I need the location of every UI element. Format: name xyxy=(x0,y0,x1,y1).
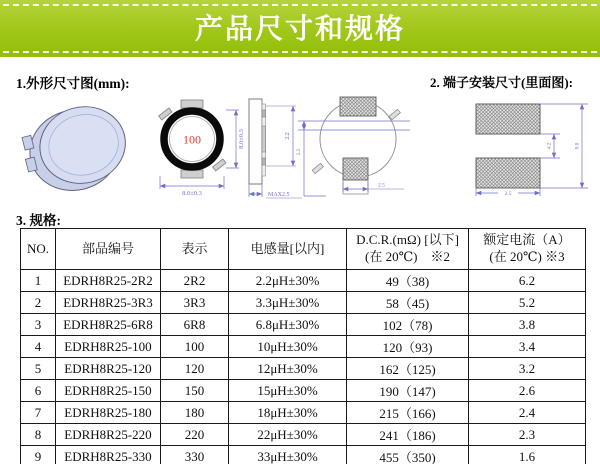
cell-mark: 3R3 xyxy=(161,292,229,314)
col-header-dcr-line1: D.C.R.(mΩ) [以下] xyxy=(356,232,459,248)
cell-mark: 330 xyxy=(161,446,229,464)
cell-no: 8 xyxy=(21,424,56,446)
table-header-row xyxy=(21,229,586,270)
cell-mark: 220 xyxy=(161,424,229,446)
cell-inductance: 6.8μH±30% xyxy=(229,314,347,336)
cell-dcr: 215（166) xyxy=(347,402,469,424)
spec-table xyxy=(20,228,586,464)
col-header-current xyxy=(469,229,586,270)
cell-mark: 120 xyxy=(161,358,229,380)
cell-no: 4 xyxy=(21,336,56,358)
pad-overall-dimension: 9.0 xyxy=(574,142,581,150)
table-row xyxy=(21,270,586,292)
table-row xyxy=(21,424,586,446)
cell-inductance: 15μH±30% xyxy=(229,380,347,402)
marking-label: 100 xyxy=(183,132,201,147)
cell-no: 5 xyxy=(21,358,56,380)
top-view-height-dimension: 8.0±0.3 xyxy=(238,129,245,149)
table-row xyxy=(21,336,586,358)
cell-inductance: 33μH±30% xyxy=(229,446,347,464)
cell-dcr: 190（147) xyxy=(347,380,469,402)
cell-dcr: 162（125) xyxy=(347,358,469,380)
cell-dcr: 102（78) xyxy=(347,314,469,336)
col-header-current-line2: (在 20℃) ※3 xyxy=(489,249,565,264)
cell-inductance: 18μH±30% xyxy=(229,402,347,424)
cell-no: 9 xyxy=(21,446,56,464)
col-header-mark: 表示 xyxy=(161,229,229,270)
cell-inductance: 22μH±30% xyxy=(229,424,347,446)
cell-inductance: 10μH±30% xyxy=(229,336,347,358)
col-header-no: NO. xyxy=(21,229,56,270)
section-label-terminal: 2. 端子安装尺寸(里面图): xyxy=(430,75,573,90)
table-row xyxy=(21,314,586,336)
cell-mark: 2R2 xyxy=(161,270,229,292)
cell-no: 2 xyxy=(21,292,56,314)
side-view-height-dimension: 2.2 xyxy=(285,132,291,140)
inductor-top-view-drawing xyxy=(146,96,246,202)
side-view-thickness-dimension: MAX2.5 xyxy=(268,192,290,198)
cell-mark: 100 xyxy=(161,336,229,358)
cell-part: EDRH8R25-180 xyxy=(56,402,161,424)
cell-mark: 6R8 xyxy=(161,314,229,336)
cell-current: 2.6 xyxy=(469,380,586,402)
pad-width-dimension: 2.5 xyxy=(504,191,512,196)
col-header-dcr xyxy=(347,229,469,270)
cell-part: EDRH8R25-6R8 xyxy=(56,314,161,336)
col-header-part: 部品编号 xyxy=(56,229,161,270)
cell-current: 3.8 xyxy=(469,314,586,336)
spec-table-container xyxy=(20,228,586,464)
cell-dcr: 241（186) xyxy=(347,424,469,446)
table-row xyxy=(21,292,586,314)
cell-part: EDRH8R25-120 xyxy=(56,358,161,380)
cell-current: 2.4 xyxy=(469,402,586,424)
cell-dcr: 58（45) xyxy=(347,292,469,314)
cell-part: EDRH8R25-220 xyxy=(56,424,161,446)
banner-dashed-line-top xyxy=(3,4,597,6)
table-row xyxy=(21,358,586,380)
section-label-outline: 1.外形尺寸图(mm): xyxy=(16,76,130,91)
cell-dcr: 455（350) xyxy=(347,446,469,464)
top-view-width-dimension: 8.0±0.3 xyxy=(182,190,202,197)
cell-inductance: 12μH±30% xyxy=(229,358,347,380)
cell-current: 6.2 xyxy=(469,270,586,292)
table-row xyxy=(21,446,586,464)
cell-dcr: 49（38) xyxy=(347,270,469,292)
cell-current: 5.2 xyxy=(469,292,586,314)
cell-part: EDRH8R25-2R2 xyxy=(56,270,161,292)
cell-dcr: 120（93) xyxy=(347,336,469,358)
cell-current: 3.4 xyxy=(469,336,586,358)
cell-no: 1 xyxy=(21,270,56,292)
table-row xyxy=(21,380,586,402)
cell-current: 2.3 xyxy=(469,424,586,446)
inductor-3d-drawing xyxy=(20,96,138,198)
cell-part: EDRH8R25-3R3 xyxy=(56,292,161,314)
cell-mark: 150 xyxy=(161,380,229,402)
cell-no: 3 xyxy=(21,314,56,336)
section-label-spec: 3. 规格: xyxy=(16,213,61,228)
pad-gap-dimension: 4.2 xyxy=(546,142,553,150)
col-header-current-line1: 额定电流（A） xyxy=(483,232,571,248)
banner-dashed-line-bottom xyxy=(3,51,597,53)
cell-mark: 180 xyxy=(161,402,229,424)
inner-view-pad-width-dimension: 2.5 xyxy=(378,182,385,189)
cell-no: 7 xyxy=(21,402,56,424)
cell-inductance: 3.3μH±30% xyxy=(229,292,347,314)
inductor-inner-view-drawing xyxy=(296,92,418,204)
cell-part: EDRH8R25-330 xyxy=(56,446,161,464)
pad-layout-drawing xyxy=(448,98,596,196)
cell-current: 3.2 xyxy=(469,358,586,380)
cell-no: 6 xyxy=(21,380,56,402)
col-header-dcr-line2: (在 20℃) ※2 xyxy=(365,249,450,264)
col-header-inductance: 电感量[以内] xyxy=(229,229,347,270)
cell-part: EDRH8R25-100 xyxy=(56,336,161,358)
cell-inductance: 2.2μH±30% xyxy=(229,270,347,292)
cell-current: 1.6 xyxy=(469,446,586,464)
page-title: 产品尺寸和规格 xyxy=(194,13,405,44)
header-banner xyxy=(0,0,600,57)
table-row xyxy=(21,402,586,424)
cell-part: EDRH8R25-150 xyxy=(56,380,161,402)
inner-view-left-dimension: 2.2 xyxy=(296,148,302,156)
